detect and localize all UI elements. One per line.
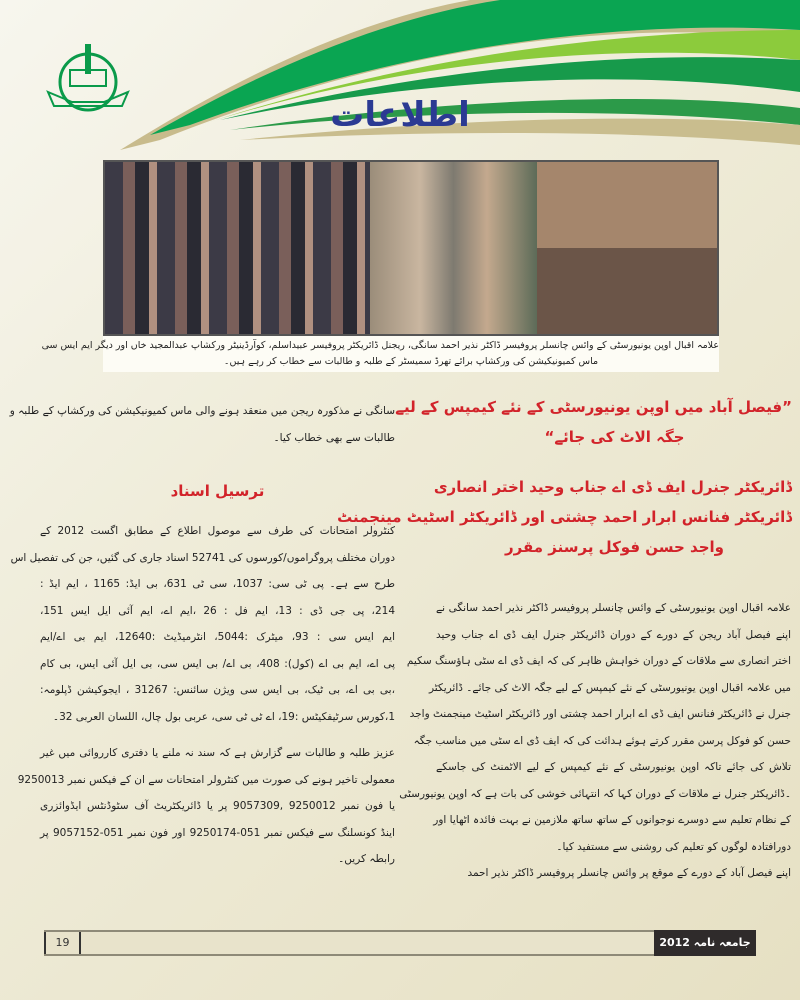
photo-caption xyxy=(41,336,719,372)
portraits-photo xyxy=(537,162,717,334)
body-line: حسن کو فوکل پرسن مقرر کرتے ہوئے ہدائت کی کہ ایف ڈی اے سٹی میں مناسب جگہ xyxy=(413,734,791,747)
page-footer xyxy=(44,930,756,956)
body-line: جنرل نے ڈائریکٹر فنانس ایف ڈی اے ابرار احمد چشتی اور ڈائریکٹر اسٹیٹ مینجمنٹ واجد xyxy=(409,708,791,720)
article-continued xyxy=(9,398,395,451)
body-line: ۔ڈائریکٹر جنرل نے ملاقات کے دوران کہا کہ انتہائی خوشی کی بات ہے کہ اوپن یونیورسٹی xyxy=(399,787,791,800)
magazine-name: جامعہ نامہ 2012 xyxy=(654,930,756,956)
body-line: کے نظام تعلیم سے دوسرے نوجوانوں کے ساتھ ساتھ ملازمین نے بہت فائدہ اٹھایا اور xyxy=(433,814,791,826)
article-body xyxy=(399,595,791,887)
body-line: 1،کورس سرٹیفکیٹس :19، اے ٹی ٹی سی، عربی بول چال، اللسان العربی 32۔ xyxy=(52,710,395,723)
body-line: تلاش کی جائے تاکہ اوپن یونیورسٹی کے نئے کیمپس کے لیے الاٹمنٹ کی جاسکے xyxy=(436,761,791,773)
body-line: اینڈ کونسلنگ سے فیکس نمبر 051-9250174 اور فون نمبر 051-9057152 پر xyxy=(40,826,395,839)
body-line: رابطہ کریں۔ xyxy=(338,853,395,865)
body-line: 214، پی جی ڈی : 13، ایم فل : 26 ،ایم اے، ایم آئی ایل ایس 151، xyxy=(40,604,395,617)
body-line: علامہ اقبال اوپن یونیورسٹی کے وائس چانسلر پروفیسر ڈاکٹر نذیر احمد سانگی نے xyxy=(436,602,791,614)
headline-line: ”فیصل آباد میں اوپن یونیورسٹی کے نئے کیمپس کے لیے xyxy=(395,398,792,416)
body-line: کنٹرولر امتحانات کی طرف سے موصول اطلاع کے مطابق اگست 2012 کے xyxy=(40,525,395,537)
page-title: اطلاعات xyxy=(330,95,470,135)
caption-line: علامہ اقبال اوپن یونیورسٹی کے وائس چانسلر پروفیسر ڈاکٹر نذیر احمد سانگی، ریجنل ڈائریکٹر پروفیسر عبیداسلم، کوآرڈینیٹر ورکشاپ عبدالمجید خاں اور دیگر ایم ایس سی xyxy=(41,340,719,351)
body-line: اختر انصاری سے ملاقات کے دوران خواہش ظاہر کی کہ ایف ڈی اے سٹی ہاؤسنگ سکیم xyxy=(406,655,791,667)
body-line: ایم ایس سی : 93، میٹرک :5044، انٹرمیڈیٹ :12640، ایم بی اے/ایم xyxy=(40,631,395,643)
body-line: طالبات سے بھی خطاب کیا۔ xyxy=(273,431,395,444)
headline-line: ڈائریکٹر فنانس ابرار احمد چشتی اور ڈائریکٹر اسٹیٹ مینجمنٹ xyxy=(337,508,792,526)
body-line: میں علامہ اقبال اوپن یونیورسٹی کے نئے کیمپس کے لیے جگہ الاٹ کی جائے۔ ڈائریکٹر xyxy=(428,681,791,694)
body-line: دوران مختلف پروگراموں/کورسوں کی 52741 اسناد جاری کی گئیں، جن کی تفصیل اس xyxy=(10,551,395,564)
photo-collage xyxy=(103,160,719,336)
body-line: سانگی نے مذکورہ ریجن میں منعقد ہونے والی ماس کمیونیکیشن کی ورکشاپ کے طلبہ و xyxy=(9,405,395,417)
headline-line: جگہ الاٹ کی جائے“ xyxy=(544,428,685,446)
body-line: عزیز طلبہ و طالبات سے گزارش ہے کہ سند نہ ملنے یا دفتری کارروائی میں غیر xyxy=(40,747,395,759)
body-line: اپنے فیصل آباد کے دورے کے موقع پر وائس چانسلر پروفیسر ڈاکٹر نذیر احمد xyxy=(467,867,791,879)
headline-line: واجد حسن فوکل پرسنز مقرر xyxy=(505,538,724,556)
audience-photo xyxy=(105,162,370,334)
body-line: دورافتادہ لوگوں کو تعلیم کی روشنی سے مستفید کیا۔ xyxy=(556,840,791,853)
body-line: یا فون نمبر 9250012 ,9057309 پر یا ڈائریکٹریٹ آف سٹوڈنٹس ایڈوائزری xyxy=(40,800,395,812)
certificates-paragraph xyxy=(10,518,395,730)
body-line: پی اے، ایم بی اے (کول): 408، بی اے/ بی ایس سی، بی ایل آئی ایس، بی کام xyxy=(40,657,395,670)
officials-photo xyxy=(370,162,537,334)
caption-line: ماس کمیونیکیشن کی ورکشاپ برائے تھرڈ سمیسٹر کے طلبہ و طالبات سے خطاب کر رہے ہیں۔ xyxy=(223,356,599,367)
body-line: ،بی بی اے، بی ٹیک، بی ایس سی ویژن سائنس: 31267 ، ایجوکیشن ڈپلومہ: xyxy=(40,684,395,696)
body-line: معمولی تاخیر ہونے کی صورت میں کنٹرولر امتحانات سے ان کے فیکس نمبر 9250013 xyxy=(17,773,395,786)
body-line: اپنے فیصل آباد ریجن کے دورے کے دوران ڈائریکٹر جنرل ایف ڈی اے جناب وحید xyxy=(436,628,791,641)
section-heading: ترسیل اسناد xyxy=(170,482,265,500)
contact-paragraph xyxy=(17,740,395,873)
page-number: 19 xyxy=(44,932,81,954)
headline-line: ڈائریکٹر جنرل ایف ڈی اے جناب وحید اختر انصاری xyxy=(433,478,792,496)
body-line: طرح سے ہے۔ پی ٹی سی: 1037، سی ٹی 631، بی ایڈ: 1165 ، ایم ایڈ : xyxy=(40,578,395,590)
